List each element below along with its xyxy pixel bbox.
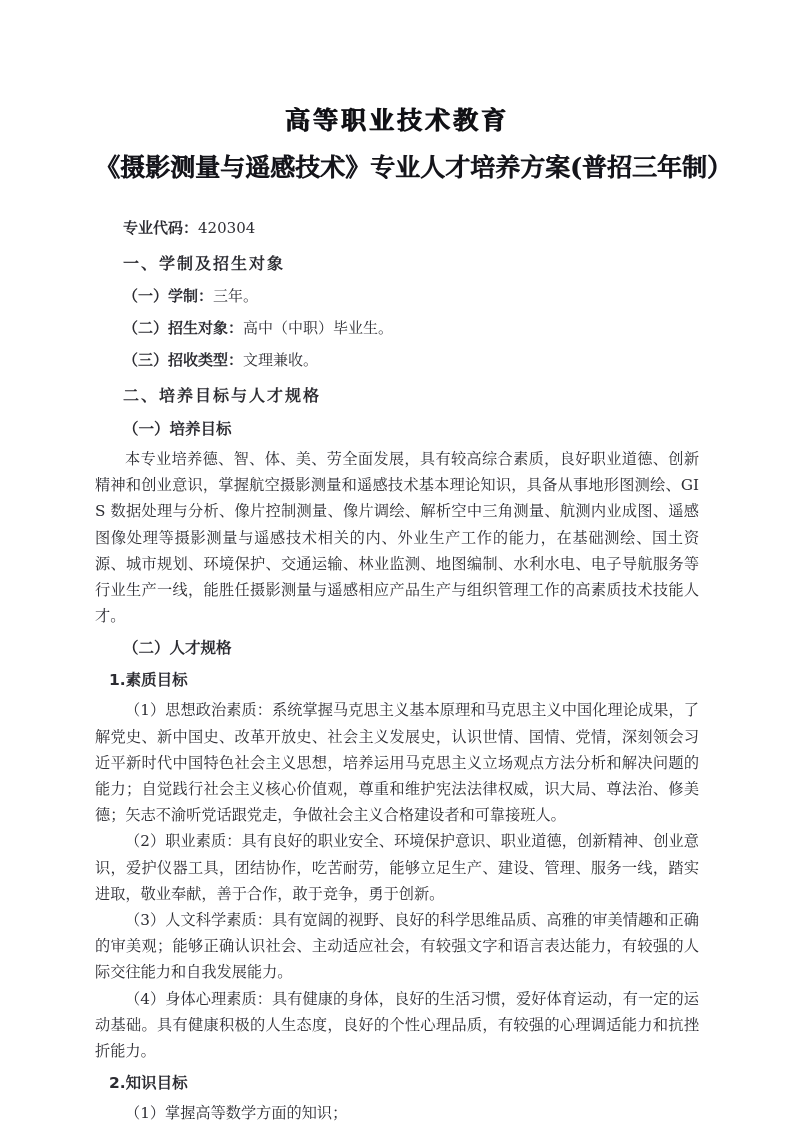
- item-value: 文理兼收。: [243, 351, 319, 369]
- paragraph-quality-goal-4: （4）身体心理素质：具有健康的身体，良好的生活习惯，爱好体育运动，有一定的运动基础。具有健康积极的人生态度，良好的个性心理品质，有较强的心理调适能力和抗挫折能力。: [95, 989, 699, 1061]
- paragraph-quality-goal-3: （3）人文科学素质：具有宽阔的视野、良好的科学思维品质、高雅的审美情趣和正确的审美观；能够正确认识社会、主动适应社会，有较强文字和语言表达能力，有较强的人际交往能力和自我发展能力。: [95, 911, 699, 982]
- item-label: （一）学制：: [123, 287, 214, 305]
- subsection-heading-knowledge-goals: 2.知识目标: [109, 1074, 188, 1093]
- document-title-main: 高等职业技术教育: [284, 106, 509, 135]
- list-item-schooling-system: [95, 283, 699, 309]
- major-code-label: 专业代码：: [123, 219, 199, 237]
- section-heading-1: 一、学制及招生对象: [123, 254, 286, 273]
- section-heading-2: 二、培养目标与人才规格: [123, 386, 322, 405]
- major-code-value: 420304: [198, 219, 256, 237]
- paragraph-training-goal: 本专业培养德、智、体、美、劳全面发展，具有较高综合素质，良好职业道德、创新精神和创业意识，掌握航空摄影测量和遥感技术基本理论知识，具备从事地形图测绘、GIS 数据处理与分析、像片控制测量、像片调绘、解析空中三角测量、航测内业成图、遥感图像处理等摄影测量与遥感技术相关的内、外业生产工作的能力，在基础测绘、国土资源、城市规划、环境保护、交通运输、林业监测、地图编制、水利水电、电子导航服务等行业生产一线，能胜任摄影测量与遥感相应产品生产与组织管理工作的高素质技术技能人才。: [95, 450, 699, 626]
- paragraph-knowledge-goal-1: （1）掌握高等数学方面的知识；: [125, 1104, 348, 1122]
- subsection-heading-quality-goals: 1.素质目标: [109, 671, 188, 690]
- paragraph-quality-goal-2: （2）职业素质：具有良好的职业安全、环境保护意识、职业道德，创新精神、创业意识，爱护仪器工具，团结协作，吃苦耐劳，能够立足生产、建设、管理、服务一线，踏实进取，敬业奉献，善于合作，敢于竞争，勇于创新。: [95, 832, 699, 903]
- subsection-heading-talent-spec: （二）人才规格: [123, 639, 232, 658]
- document-title-sub: 《摄影测量与遥感技术》专业人才培养方案(普招三年制）: [95, 153, 732, 182]
- item-label: （三）招收类型：: [123, 351, 244, 369]
- item-value: 高中（中职）毕业生。: [243, 319, 394, 337]
- document-content: [95, 0, 732, 1122]
- item-value: 三年。: [213, 287, 259, 305]
- paragraph-quality-goal-1: （1）思想政治素质：系统掌握马克思主义基本原理和马克思主义中国化理论成果，了解党史、新中国史、改革开放史、社会主义发展史，认识世情、国情、党情，深刻领会习近平新时代中国特色社会主义思想，培养运用马克思主义立场观点方法分析和解决问题的能力；自觉践行社会主义核心价值观，尊重和维护宪法法律权威，识大局、尊法治、修美德；矢志不渝听党话跟党走，争做社会主义合格建设者和可靠接班人。: [95, 701, 699, 825]
- list-item-admission-type: [95, 347, 699, 373]
- major-code-line: [95, 215, 699, 241]
- list-item-enrollment-target: [95, 315, 699, 341]
- subsection-heading-training-goal: （一）培养目标: [123, 420, 232, 438]
- item-label: （二）招生对象：: [123, 319, 244, 337]
